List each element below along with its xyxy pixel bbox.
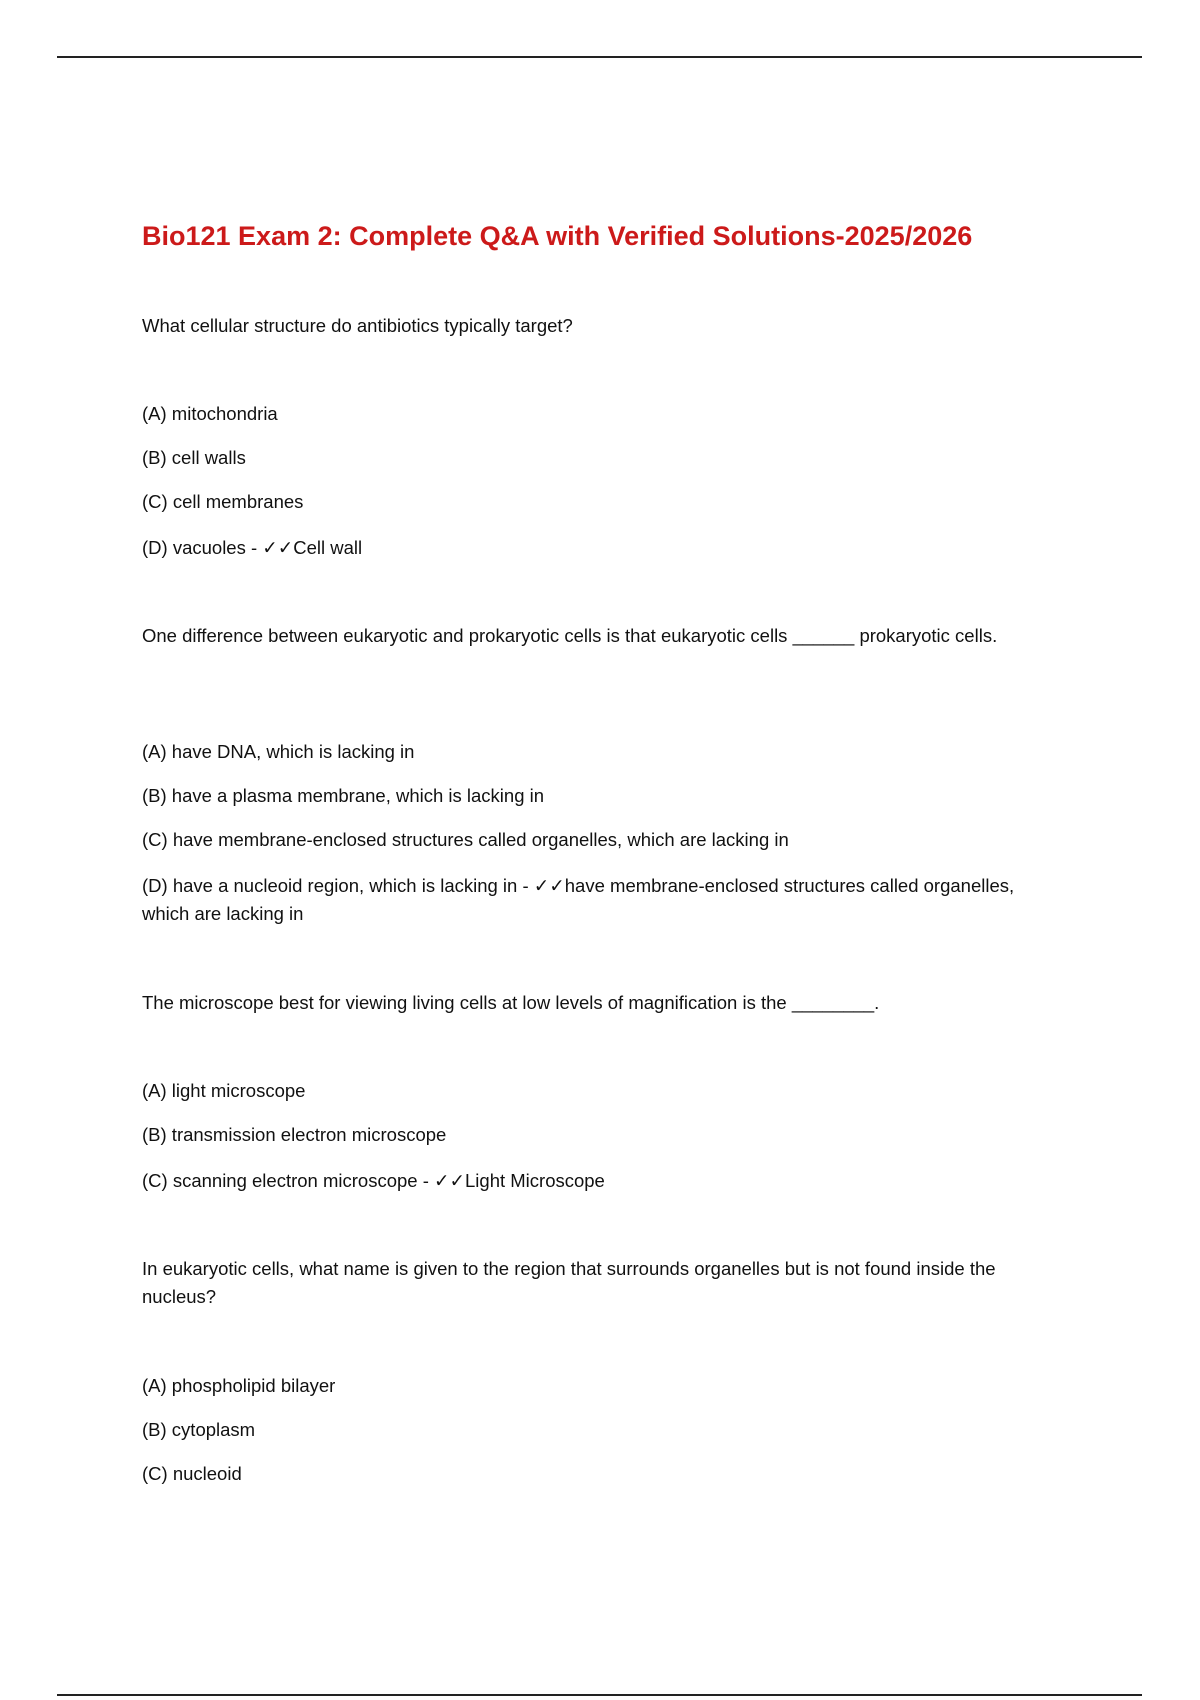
question-4-option-b: (B) cytoplasm — [142, 1419, 256, 1440]
question-3-option-c-answer: (C) scanning electron microscope - ✓✓Light Microscope — [142, 1170, 605, 1191]
question-3-option-b: (B) transmission electron microscope — [142, 1124, 447, 1145]
question-2-option-b: (B) have a plasma membrane, which is lacking in — [142, 785, 545, 806]
question-1-option-d-answer: (D) vacuoles - ✓✓Cell wall — [142, 537, 363, 558]
question-2: One difference between eukaryotic and prokaryotic cells is that eukaryotic cells ______ prokaryotic cells. — [142, 625, 998, 646]
question-2-option-c: (C) have membrane-enclosed structures called organelles, which are lacking in — [142, 829, 789, 850]
question-2-option-d-answer: (D) have a nucleoid region, which is lacking in - ✓✓have membrane-enclosed structures called organelles, which are lacking in — [142, 875, 1015, 924]
question-1: What cellular structure do antibiotics typically target? — [142, 315, 573, 336]
document-title: Bio121 Exam 2: Complete Q&A with Verified Solutions-2025/2026 — [142, 221, 973, 251]
question-4-option-c: (C) nucleoid — [142, 1463, 242, 1484]
question-3: The microscope best for viewing living cells at low levels of magnification is the ________. — [142, 992, 880, 1013]
question-4: In eukaryotic cells, what name is given to the region that surrounds organelles but is not found inside the nucleus? — [142, 1258, 996, 1307]
question-1-option-b: (B) cell walls — [142, 447, 246, 468]
top-rule — [57, 56, 1142, 58]
question-1-option-c: (C) cell membranes — [142, 491, 304, 512]
bottom-rule — [57, 1694, 1142, 1696]
question-4-option-a: (A) phospholipid bilayer — [142, 1375, 336, 1396]
question-1-option-a: (A) mitochondria — [142, 403, 278, 424]
question-2-option-a: (A) have DNA, which is lacking in — [142, 741, 415, 762]
question-3-option-a: (A) light microscope — [142, 1080, 306, 1101]
